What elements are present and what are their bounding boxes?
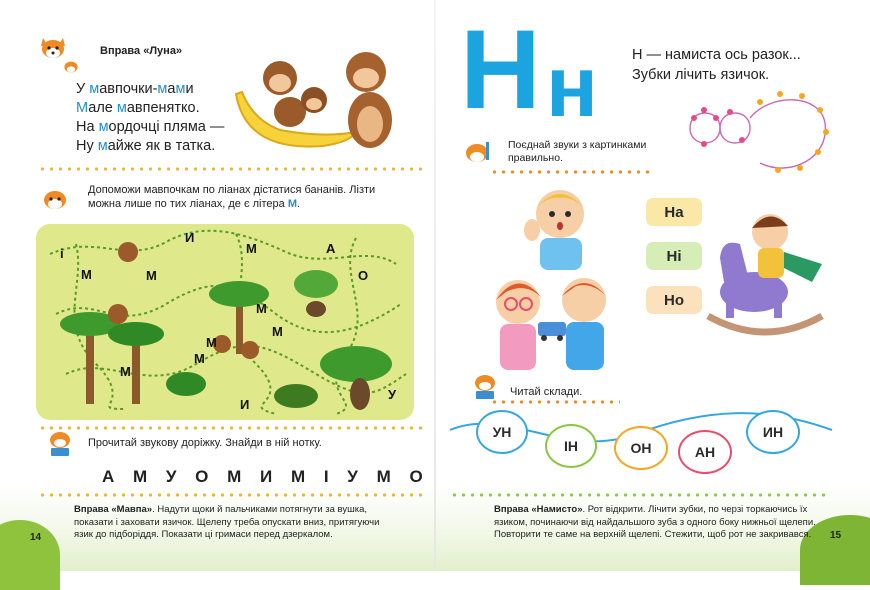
dotted-divider [38,493,423,497]
syllable-bubble: АН [678,430,732,474]
read-syllables-instructions: Читай склади. [510,386,583,398]
sound-path-instructions: Прочитай звукову доріжку. Знайди в ній нотку. [88,437,322,449]
exercise-monkey-text: Вправа «Мавпа». Надути щоки й пальчиками потягнути за вушка, показати і заховати язичок. Щелепу треба опускати вниз, притягуючи язик до підборіддя. Показати ці гримаси перед дзеркалом. [74,504,380,540]
exercise-title: Вправа «Луна» [100,45,183,57]
maze-letter: М [146,268,157,283]
rhyme-line-1: Н — намиста ось разок... [632,47,801,63]
match-instructions: Поєднай звуки з картинками правильно. [508,139,647,164]
syllable-bubble: ІН [545,424,597,468]
small-fox-icon [62,58,80,76]
children-toy-illustration [486,270,616,370]
exercise-necklace-text: Вправа «Намисто». Рот відкрити. Лічити зубки, по черзі торкаючись їх язиком, починаючи від найдальшого зуба з одного боку нижньої щелепи. Повторити те саме на верхній щелепі. Стежити, щоб рот не закривався. [494,504,816,540]
syllable-card: Но [646,286,702,314]
syllable-bubble: УН [476,410,528,454]
maze-letter: М [194,351,205,366]
page-number-right: 15 [830,530,842,541]
poem-line-1: У мавпочки-мами [76,81,194,97]
poem-line-2: Мале мавпенятко. [76,100,200,116]
maze-instructions: Допоможи мавпочкам по ліанах дістатися бананів. Лізти можна лише по тих ліанах, де є літера М. [88,184,376,210]
fox-reading-icon [45,428,75,458]
boy-surprised-illustration [522,180,592,270]
fox-reading-icon [470,371,500,401]
maze-letter: М [272,324,283,339]
dotted-divider [450,493,830,497]
fox-icon [40,185,70,215]
maze-letter: М [81,267,92,282]
maze-letter: А [326,241,336,256]
poem [76,80,224,156]
maze-letter: М [120,364,131,379]
rhyme [632,45,801,85]
poem-line-3: На мордочці пляма — [76,119,225,135]
syllable-bubble: ОН [614,426,668,470]
big-letter-lower: н [546,39,598,135]
syllable-card: На [646,198,702,226]
maze-letter: М [256,301,267,316]
monkeys-banana-illustration [228,42,418,164]
maze-vines [36,224,414,420]
maze-letter: И [240,397,250,412]
dotted-divider [490,170,650,174]
rhyme-line-2: Зубки лічить язичок. [632,67,770,83]
syllable-bubble: ИН [746,410,800,454]
maze-letter: О [358,268,369,283]
necklace-illustration [680,88,840,180]
poem-line-4: Ну майже як в татка. [76,138,216,154]
fox-pencil-icon [462,138,492,168]
dotted-divider [490,400,620,404]
big-letter-upper: Н [460,7,541,132]
maze [36,224,414,420]
spread-divider [434,0,436,571]
dotted-divider [38,167,423,171]
dotted-divider [38,426,423,430]
sound-path: А М У О М И М І У М О [102,467,430,486]
maze-letter: М [246,241,257,256]
syllable-card: Ні [646,242,702,270]
maze-letter: М [206,335,217,350]
page-number-left: 14 [30,532,42,543]
maze-letter: і [60,246,64,261]
rocking-horse-illustration [700,198,830,336]
maze-letter: У [388,387,397,402]
maze-letter: И [185,230,195,245]
